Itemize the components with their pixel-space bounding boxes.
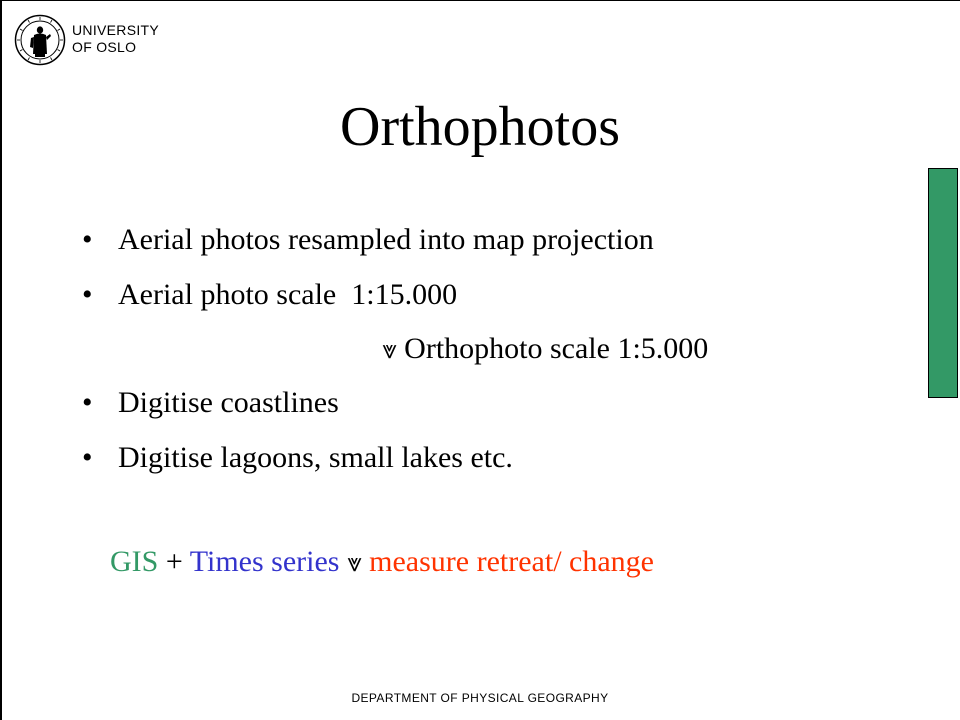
formula-result: measure retreat/ change <box>369 545 654 578</box>
slide-title: Orthophotos <box>340 96 620 158</box>
bullet-dot: • <box>82 278 93 311</box>
bullet-text: Digitise coastlines <box>118 386 339 419</box>
bullet-text: Digitise lagoons, small lakes etc. <box>118 441 513 474</box>
formula-time-series: Times series <box>189 545 340 578</box>
bullet-item <box>82 273 902 317</box>
university-line-1: UNIVERSITY <box>72 22 160 38</box>
bullet-dot: • <box>82 386 93 419</box>
formula-line <box>110 540 654 584</box>
top-border <box>0 0 960 1</box>
sub-line <box>382 327 708 371</box>
footer-department: DEPARTMENT OF PHYSICAL GEOGRAPHY <box>351 691 609 705</box>
university-name <box>72 22 159 56</box>
green-side-tab <box>928 168 958 398</box>
implies-arrow-icon: ⩔ <box>346 548 362 578</box>
bullet-item <box>82 381 902 425</box>
implies-arrow-icon: ⩔ <box>382 335 397 365</box>
bullet-dot: • <box>82 223 93 256</box>
bullet-text: Aerial photos resampled into map projection <box>118 223 654 256</box>
bullet-item <box>82 436 902 480</box>
university-line-2: OF OSLO <box>72 39 137 55</box>
formula-gis: GIS <box>110 545 159 578</box>
university-seal-icon <box>14 14 66 66</box>
formula-plus: + <box>165 545 183 578</box>
bullet-dot: • <box>82 441 93 474</box>
sub-line-text: Orthophoto scale 1:5.000 <box>404 332 709 365</box>
bullet-text: Aerial photo scale 1:15.000 <box>118 278 458 311</box>
bullet-item <box>82 218 902 262</box>
